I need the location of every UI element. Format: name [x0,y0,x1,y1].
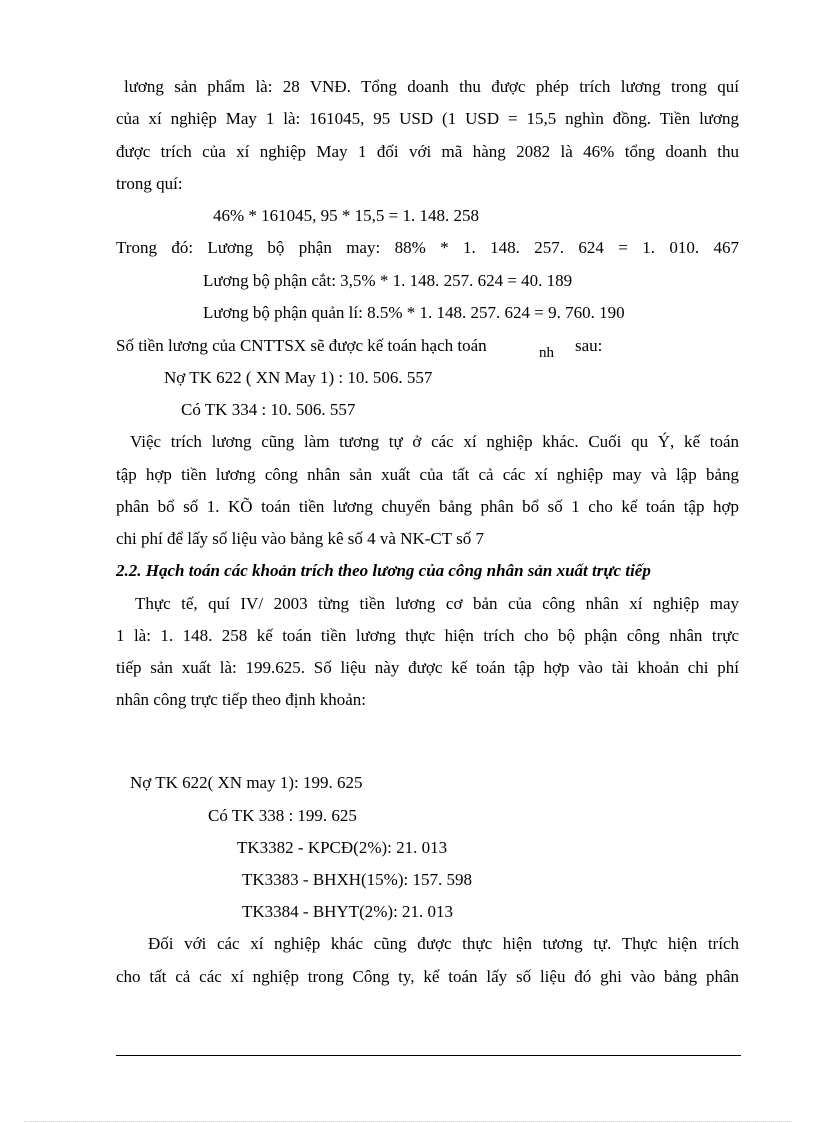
paragraph-line: tiếp sản xuất là: 199.625. Số liệu này được kế toán tập hợp vào tài khoản chi phí [116,658,739,677]
paragraph-line: phân bổ số 1. KÕ toán tiền lương chuyển bảng phân bổ số 1 cho kế toán tập hợp [116,497,739,516]
journal-entry: Nợ TK 622 ( XN May 1) : 10. 506. 557 [164,368,433,387]
paragraph-line: Việc trích lương cũng làm tương tự ở các xí nghiệp khác. Cuối qu Ý, kế toán [130,432,739,451]
paragraph-line: của xí nghiệp May 1 là: 161045, 95 USD (1 USD = 15,5 nghìn đồng. Tiền lương [116,109,739,128]
formula-line: Lương bộ phận cắt: 3,5% * 1. 148. 257. 624 = 40. 189 [203,271,573,290]
journal-entry: Nợ TK 622( XN may 1): 199. 625 [130,773,363,792]
paragraph-line: Số tiền lương của CNTTSX sẽ được kế toán hạch toán [116,336,487,355]
paragraph-line: lương sản phẩm là: 28 VNĐ. Tổng doanh thu được phép trích lương trong quí [124,77,739,96]
page-edge-dots [24,1121,792,1122]
paragraph-line: Thực tế, quí IV/ 2003 từng tiền lương cơ bản của công nhân xí nghiệp may [135,594,739,613]
paragraph-line: chi phí để lấy số liệu vào bảng kê số 4 và NK-CT số 7 [116,529,484,548]
journal-entry: TK3382 - KPCĐ(2%): 21. 013 [237,838,448,857]
paragraph-line: trong quí: [116,174,183,193]
footer-rule [116,1055,741,1056]
paragraph-line: sau: [575,336,603,355]
overlapping-fragment: nh [539,345,554,361]
journal-entry: TK3384 - BHYT(2%): 21. 013 [242,902,454,921]
journal-entry: Có TK 334 : 10. 506. 557 [181,400,356,419]
formula-line: Trong đó: Lương bộ phận may: 88% * 1. 148. 257. 624 = 1. 010. 467 [116,238,739,257]
paragraph-line: tập hợp tiền lương công nhân sản xuất của tất cả các xí nghiệp may và lập bảng [116,465,739,484]
paragraph-line: được trích của xí nghiệp May 1 đối với mã hàng 2082 là 46% tổng doanh thu [116,142,739,161]
paragraph-line: Đối với các xí nghiệp khác cũng được thực hiện tương tự. Thực hiện trích [148,934,739,953]
section-heading: 2.2. Hạch toán các khoản trích theo lương của công nhân sản xuất trực tiếp [116,561,651,580]
formula-line: 46% * 161045, 95 * 15,5 = 1. 148. 258 [213,206,479,225]
journal-entry: TK3383 - BHXH(15%): 157. 598 [242,870,472,889]
formula-line: Lương bộ phận quản lí: 8.5% * 1. 148. 257. 624 = 9. 760. 190 [203,303,625,322]
paragraph-line: cho tất cả các xí nghiệp trong Công ty, kế toán lấy số liệu đó ghi vào bảng phân [116,967,739,986]
journal-entry: Có TK 338 : 199. 625 [208,806,357,825]
paragraph-line: nhân công trực tiếp theo định khoản: [116,690,366,709]
paragraph-line: 1 là: 1. 148. 258 kế toán tiền lương thực hiện trích cho bộ phận công nhân trực [116,626,739,645]
